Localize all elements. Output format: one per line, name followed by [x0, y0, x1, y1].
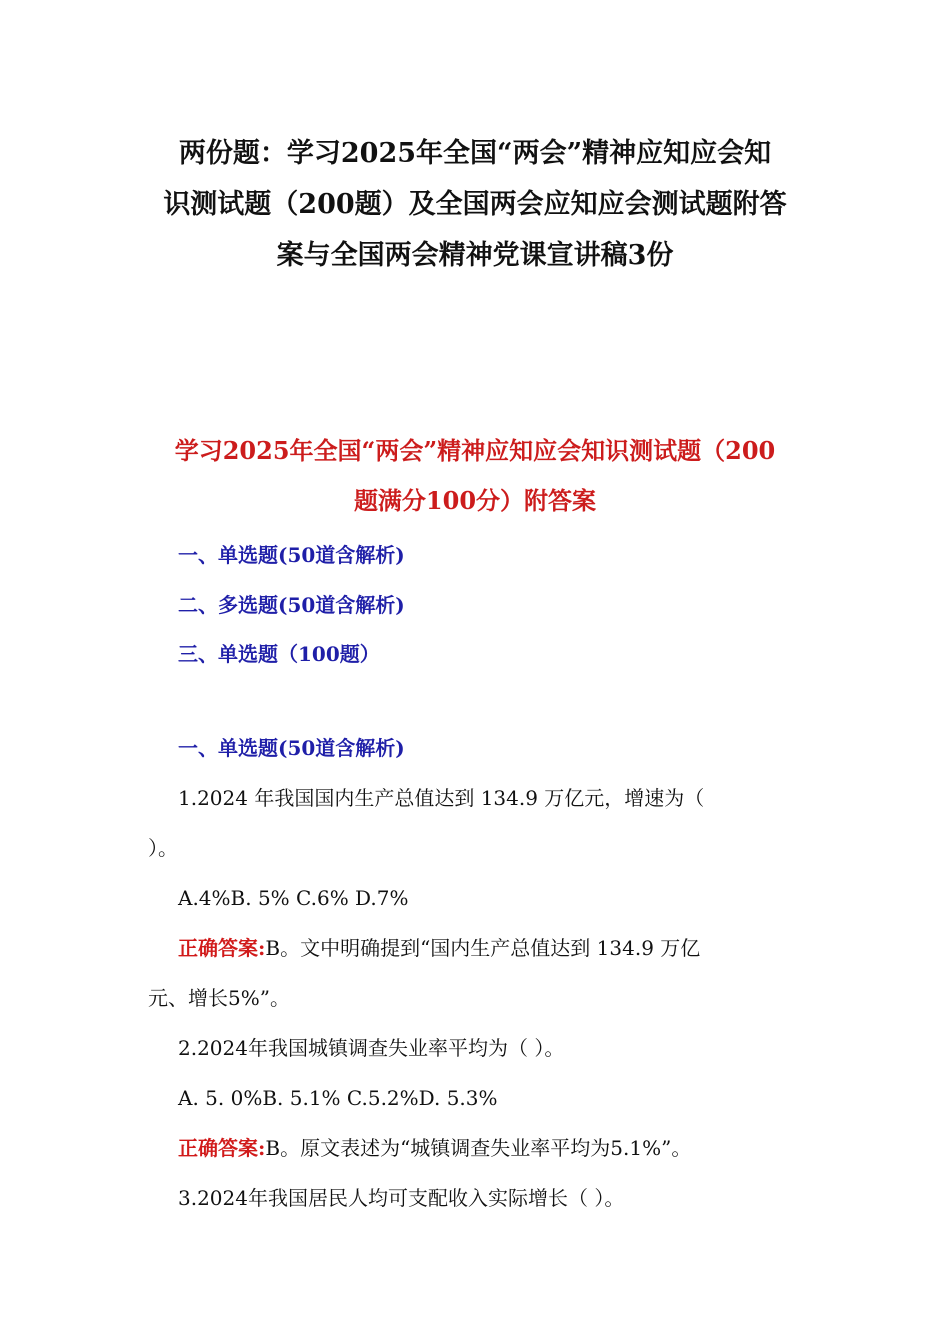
document-title — [120, 128, 830, 281]
quiz-title-line: 学习2025年全国“两会”精神应知应会知识测试题（200 — [174, 436, 776, 465]
question-1-stem-continued: ）。 — [148, 836, 178, 860]
toc-item-multiple-choice[interactable]: 二、多选题(50道含解析) — [178, 592, 405, 617]
question-1-stem: 1.2024 年我国国内生产总值达到 134.9 万亿元，增速为（ — [178, 786, 705, 810]
section-heading: 一、单选题(50道含解析) — [178, 736, 405, 760]
document-title-line: 识测试题（200题）及全国两会应知应会测试题附答 — [163, 189, 787, 220]
answer-text: B。原文表述为“城镇调查失业率平均为5.1%”。 — [265, 1136, 692, 1160]
question-1-answer-continued: 元、增长5%”。 — [148, 986, 290, 1010]
toc-item-single-choice-100[interactable]: 三、单选题（100题） — [178, 642, 380, 666]
quiz-title-line: 题满分100分）附答案 — [353, 486, 597, 515]
quiz-title — [120, 426, 830, 526]
question-3-stem: 3.2024年我国居民人均可支配收入实际增长（ ）。 — [178, 1186, 625, 1210]
document-title-line: 两份题：学习2025年全国“两会”精神应知应会知 — [178, 138, 772, 169]
question-2-options: A. 5. 0%B. 5.1% C.5.2%D. 5.3% — [178, 1086, 498, 1110]
toc-item-single-choice[interactable]: 一、单选题(50道含解析) — [178, 543, 405, 567]
question-2-stem: 2.2024年我国城镇调查失业率平均为（ ）。 — [178, 1036, 565, 1060]
answer-label: 正确答案: — [178, 1136, 266, 1160]
question-2-answer — [178, 1128, 691, 1168]
table-of-contents — [178, 531, 405, 680]
answer-label: 正确答案: — [178, 936, 266, 960]
answer-text: B。文中明确提到“国内生产总值达到 134.9 万亿 — [265, 936, 701, 960]
question-1-options: A.4%B. 5% C.6% D.7% — [178, 886, 409, 910]
question-1-answer — [178, 928, 700, 968]
document-title-line: 案与全国两会精神党课宣讲稿3份 — [276, 240, 674, 271]
